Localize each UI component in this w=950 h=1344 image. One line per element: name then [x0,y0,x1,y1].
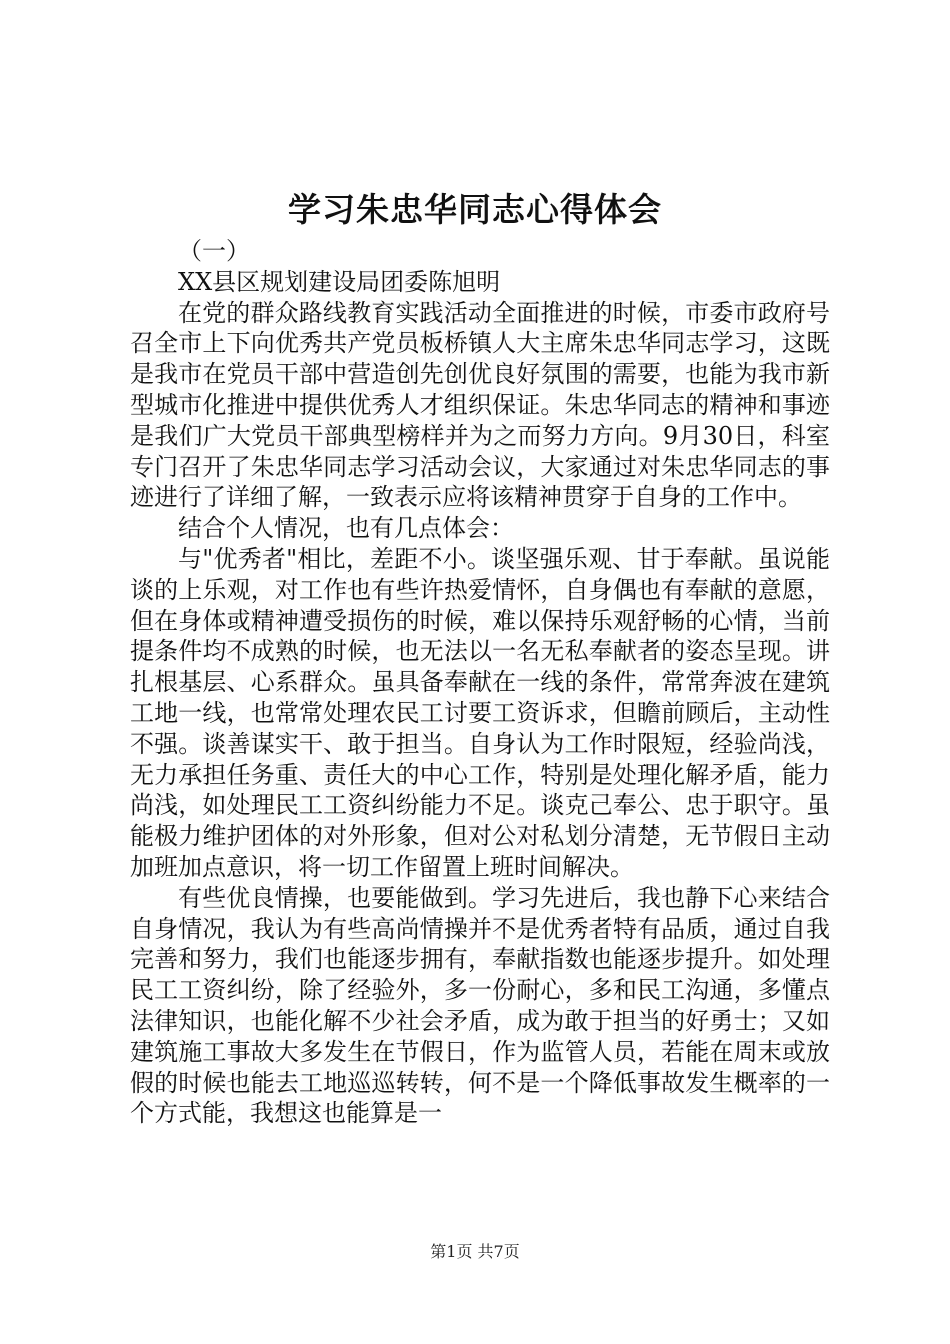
paragraph: 与"优秀者"相比，差距不小。谈坚强乐观、甘于奉献。虽说能谈的上乐观，对工作也有些许热爱情怀，自身偶也有奉献的意愿，但在身体或精神遭受损伤的时候，难以保持乐观舒畅的心情，当前提条件均不成熟的时候，也无法以一名无私奉献者的姿态呈现。讲扎根基层、心系群众。虽具备奉献在一线的条件，常常奔波在建筑工地一线，也常常处理农民工讨要工资诉求，但瞻前顾后，主动性不强。谈善谋实干、敢于担当。自身认为工作时限短，经验尚浅，无力承担任务重、责任大的中心工作，特别是处理化解矛盾，能力尚浅，如处理民工工资纠纷能力不足。谈克己奉公、忠于职守。虽能极力维护团体的对外形象，但对公对私划分清楚，无节假日主动加班加点意识，将一切工作留置上班时间解决。 [130,544,830,881]
author-line: XX县区规划建设局团委陈旭明 [178,267,501,296]
paragraph: 有些优良情操，也要能做到。学习先进后，我也静下心来结合自身情况，我认为有些高尚情操并不是优秀者特有品质，通过自我完善和努力，我们也能逐步拥有，奉献指数也能逐步提升。如处理民工工资纠纷，除了经验外，多一份耐心，多和民工沟通，多懂点法律知识，也能化解不少社会矛盾，成为敢于担当的好勇士；又如建筑施工事故大多发生在节假日，作为监管人员，若能在周末或放假的时候也能去工地巡巡转转，何不是一个降低事故发生概率的一个方式能，我想这也能算是一 [130,883,830,1128]
page-footer: 第1页 共7页 [430,1242,520,1261]
document-body [130,236,830,1129]
document-title: 学习朱忠华同志心得体会 [288,190,662,229]
section-number: （一） [178,237,250,265]
paragraph: 在党的群众路线教育实践活动全面推进的时候，市委市政府号召全市上下向优秀共产党员板桥镇人大主席朱忠华同志学习，这既是我市在党员干部中营造创先创优良好氛围的需要，也能为我市新型城市化推进中提供优秀人才组织保证。朱忠华同志的精神和事迹是我们广大党员干部典型榜样并为之而努力方向。9月30日，科室专门召开了朱忠华同志学习活动会议，大家通过对朱忠华同志的事迹进行了详细了解，一致表示应将该精神贯穿于自身的工作中。 [130,298,830,512]
paragraph: 结合个人情况，也有几点体会： [178,514,514,543]
